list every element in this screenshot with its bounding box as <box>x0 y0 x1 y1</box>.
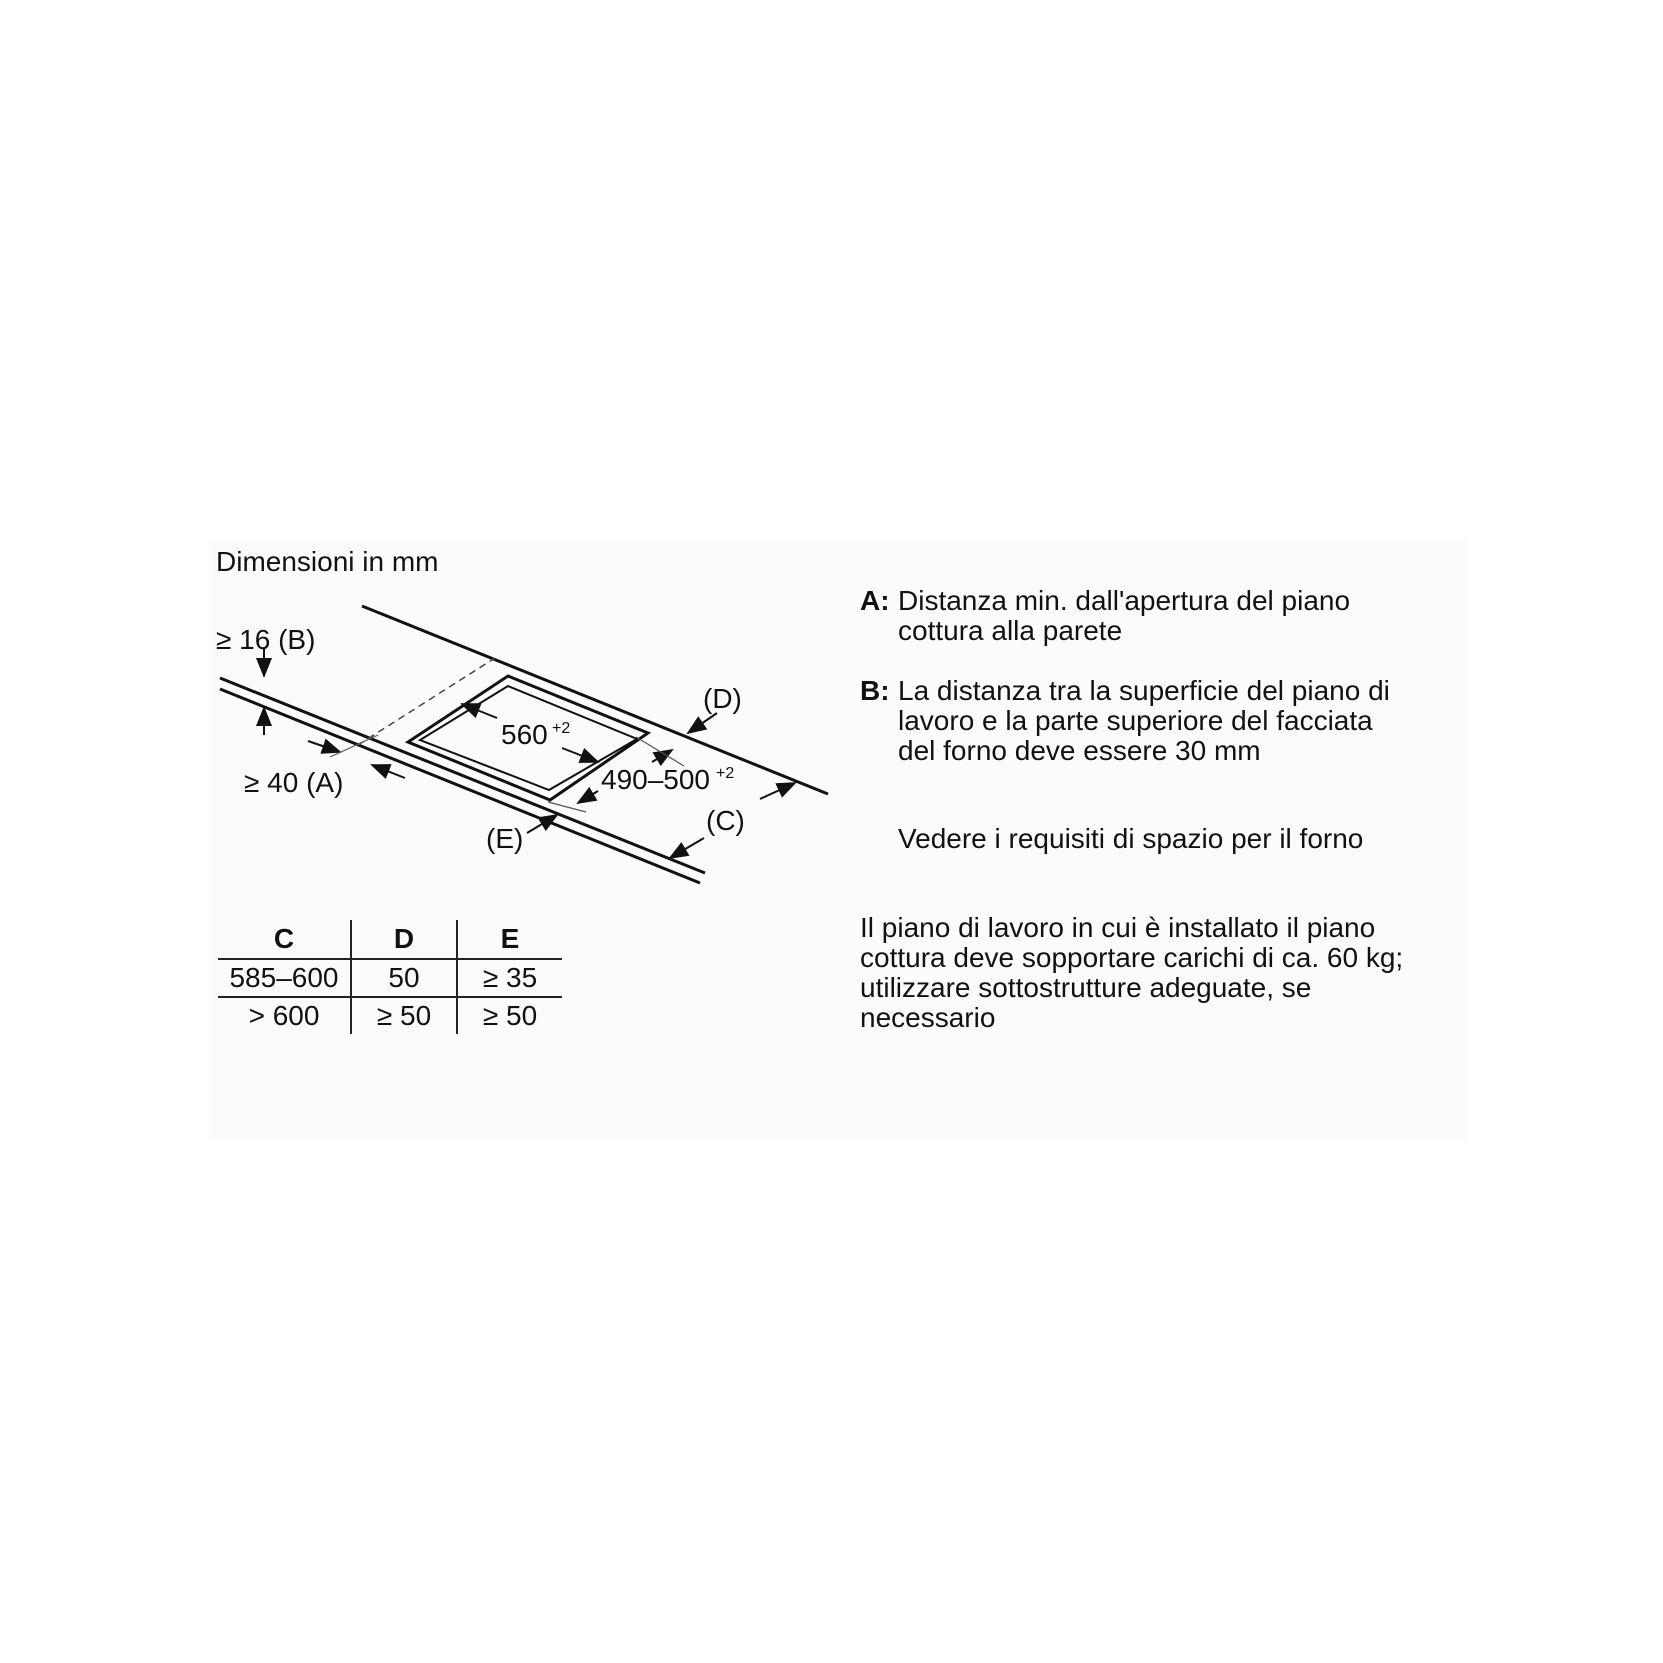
legend-text-b: La distanza tra la superficie del piano di lavoro e la parte superiore del facciata del forno deve essere 30 mm <box>898 675 1390 766</box>
label-d: (D) <box>703 683 742 714</box>
dim-a-extension <box>330 735 378 757</box>
worktop-back-edge <box>362 606 828 794</box>
wall-projection-line <box>358 658 495 745</box>
label-c: (C) <box>706 805 745 836</box>
legend-item-a <box>860 586 1460 646</box>
table-cell: 50 <box>351 959 457 997</box>
table-row <box>218 997 562 1034</box>
label-a: ≥ 40 (A) <box>244 767 344 798</box>
table-header-e: E <box>457 920 562 959</box>
table-header-row <box>218 920 562 959</box>
dim-depth-arrow-top <box>652 750 672 762</box>
table-header-d: D <box>351 920 457 959</box>
label-b: ≥ 16 (B) <box>216 624 316 655</box>
dim-width-arrow-right <box>562 748 598 762</box>
table-cell: ≥ 35 <box>457 959 562 997</box>
table-cell: 585–600 <box>218 959 351 997</box>
table-row <box>218 959 562 997</box>
dim-c-arrow-top <box>760 783 795 799</box>
label-width-tolerance: +2 <box>552 720 571 737</box>
label-depth: 490–500 <box>601 764 711 795</box>
table-cell: ≥ 50 <box>457 997 562 1034</box>
table-cell: ≥ 50 <box>351 997 457 1034</box>
legend-key-a: A: <box>860 585 890 616</box>
legend-text-a: Distanza min. dall'apertura del piano cottura alla parete <box>898 585 1351 646</box>
table-header-c: C <box>218 920 351 959</box>
dimension-table <box>218 920 562 1034</box>
load-note: Il piano di lavoro in cui è installato il piano cottura deve sopportare carichi di ca. 60 kg; utilizzare sottostrutture adeguate, se necessario <box>860 912 1404 1033</box>
label-depth-tolerance: +2 <box>716 765 735 782</box>
label-width: 560 <box>501 719 548 750</box>
dim-depth-arrow-bottom <box>578 791 598 803</box>
table-cell: > 600 <box>248 1000 320 1031</box>
dim-d-arrow <box>688 713 717 733</box>
legend-key-b: B: <box>860 675 890 706</box>
dim-c-arrow-bottom <box>670 838 704 858</box>
legend-item-b <box>860 676 1460 766</box>
dim-depth-extension <box>636 737 684 766</box>
dim-a-arrow-left <box>308 741 340 752</box>
dim-depth-extension-2 <box>548 802 586 812</box>
dim-a-arrow-right <box>372 765 405 778</box>
dimensions-caption: Dimensioni in mm <box>216 546 439 577</box>
oven-note: Vedere i requisiti di spazio per il forno <box>898 823 1364 854</box>
label-e: (E) <box>486 823 524 854</box>
